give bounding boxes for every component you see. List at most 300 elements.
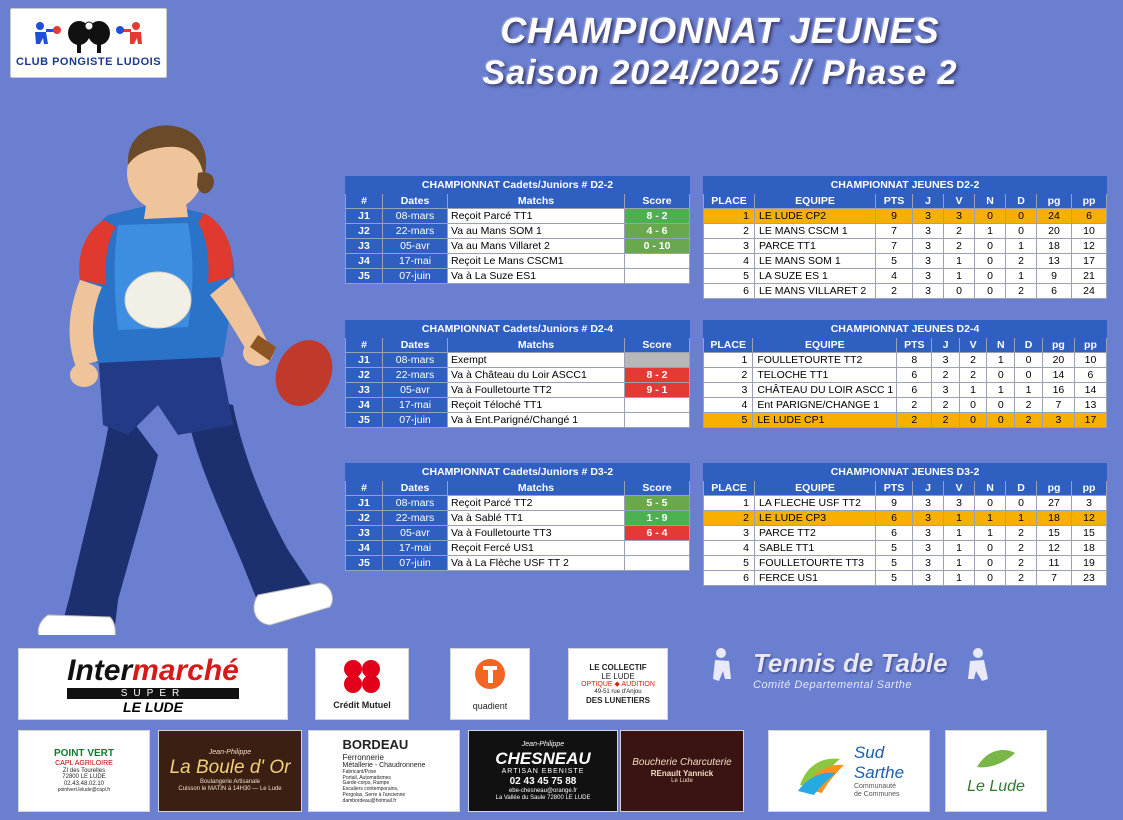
boule-dor-l3: Boulangerie Artisanale [199, 779, 261, 786]
column-header: # [346, 338, 383, 353]
column-header: V [944, 194, 975, 209]
table-row [346, 541, 690, 556]
table-row [346, 239, 690, 254]
table-row [704, 541, 1107, 556]
boucherie-l3: Le Lude [671, 777, 693, 784]
column-header: pp [1072, 194, 1107, 209]
column-header: Dates [383, 338, 448, 353]
column-header: D [1015, 338, 1043, 353]
cell-n: 1 [975, 224, 1006, 239]
cell-j: 3 [913, 571, 944, 586]
sponsor-credit-mutuel [315, 648, 409, 720]
column-header: Matchs [448, 481, 625, 496]
cell-v: 1 [944, 526, 975, 541]
cell-pts: 7 [876, 239, 913, 254]
le-lude-l1: Le Lude [967, 778, 1025, 796]
table-caption-row [346, 321, 690, 338]
cell-v: 1 [944, 269, 975, 284]
cell-n: 1 [975, 526, 1006, 541]
cell-date: 08-mars [383, 496, 448, 511]
cell-d: 2 [1015, 398, 1043, 413]
cell-score: 4 - 6 [625, 224, 690, 239]
sponsor-quadient [450, 648, 530, 720]
table-row [346, 269, 690, 284]
cell-match: Reçoit Parcé TT2 [448, 496, 625, 511]
table-row [704, 254, 1107, 269]
cell-j: 3 [913, 209, 944, 224]
cell-journee: J5 [346, 413, 383, 428]
table-row [346, 511, 690, 526]
cell-d: 1 [1015, 383, 1043, 398]
cell-score [625, 254, 690, 269]
column-header: Score [625, 481, 690, 496]
cell-pg: 13 [1037, 254, 1072, 269]
cell-pg: 11 [1037, 556, 1072, 571]
cell-v: 1 [944, 556, 975, 571]
cell-date: 07-juin [383, 269, 448, 284]
cell-j: 3 [913, 239, 944, 254]
cell-date: 08-mars [383, 353, 448, 368]
column-header: pp [1074, 338, 1106, 353]
sponsor-comite-sarthe [705, 645, 1035, 723]
table-row [346, 526, 690, 541]
cell-journee: J1 [346, 209, 383, 224]
table-row [704, 511, 1107, 526]
table-row [704, 496, 1107, 511]
cell-pp: 3 [1072, 496, 1107, 511]
sud-sarthe-l3: Communauté [853, 782, 896, 790]
cell-score: 8 - 2 [625, 368, 690, 383]
cell-n: 0 [975, 269, 1006, 284]
table-row [346, 383, 690, 398]
table-row [704, 353, 1107, 368]
paddles-icon [66, 20, 112, 54]
cell-team: TELOCHE TT1 [753, 368, 897, 383]
title-line-1: CHAMPIONNAT JEUNES [500, 10, 940, 51]
sponsor-lunetiers-l3: OPTIQUE ◆ AUDITION [581, 681, 655, 689]
cell-place: 2 [704, 368, 753, 383]
cell-journee: J4 [346, 254, 383, 269]
column-header: Matchs [448, 338, 625, 353]
cell-pg: 6 [1037, 284, 1072, 299]
column-header: EQUIPE [755, 194, 876, 209]
cell-d: 2 [1006, 571, 1037, 586]
cell-team: Ent PARIGNE/CHANGE 1 [753, 398, 897, 413]
sponsor-intermarche [18, 648, 288, 720]
table-caption: CHAMPIONNAT Cadets/Juniors # D3-2 [346, 464, 690, 481]
cell-date: 17-mai [383, 398, 448, 413]
sponsor-lunetiers [568, 648, 668, 720]
cell-n: 0 [975, 284, 1006, 299]
cell-pts: 5 [876, 571, 913, 586]
cell-n: 0 [975, 541, 1006, 556]
column-header: J [913, 481, 944, 496]
cell-team: LA SUZE ES 1 [755, 269, 876, 284]
column-header: V [959, 338, 987, 353]
table-row [704, 269, 1107, 284]
le-lude-leaf-icon [973, 745, 1019, 773]
sponsor-lunetiers-l4: DES LUNETIERS [585, 696, 650, 706]
comite-title: Tennis de Table [753, 647, 948, 678]
sponsor-lunetiers-l2: LE LUDE [601, 671, 635, 681]
cell-journee: J4 [346, 541, 383, 556]
cell-journee: J2 [346, 511, 383, 526]
cell-date: 07-juin [383, 556, 448, 571]
cell-team: FOULLETOURTE TT3 [755, 556, 876, 571]
chesneau-l6: La Vallée du Saule 72800 LE LUDE [495, 794, 591, 801]
table-row [704, 239, 1107, 254]
cell-j: 3 [913, 496, 944, 511]
cell-pts: 4 [876, 269, 913, 284]
cell-place: 2 [704, 511, 755, 526]
sponsor-quadient-name: quadient [472, 701, 508, 712]
column-header: pg [1042, 338, 1074, 353]
cell-place: 1 [704, 496, 755, 511]
cell-n: 1 [975, 511, 1006, 526]
cell-n: 0 [987, 398, 1015, 413]
point-vert-l4: 72800 LE LUDE [62, 774, 106, 781]
cell-pp: 13 [1074, 398, 1106, 413]
cell-date: 22-mars [383, 511, 448, 526]
cell-pts: 2 [876, 284, 913, 299]
cell-pp: 19 [1072, 556, 1107, 571]
table-caption-row [704, 321, 1107, 338]
cell-score: 6 - 4 [625, 526, 690, 541]
cell-place: 2 [704, 224, 755, 239]
column-header: PLACE [704, 194, 755, 209]
cell-j: 3 [932, 383, 959, 398]
cell-pts: 6 [897, 368, 932, 383]
column-header: PLACE [704, 338, 753, 353]
cell-place: 5 [704, 413, 753, 428]
table-row [346, 556, 690, 571]
cell-match: Va à La Suze ES1 [448, 269, 625, 284]
cell-match: Va à La Flèche USF TT 2 [448, 556, 625, 571]
cell-match: Reçoit Le Mans CSCM1 [448, 254, 625, 269]
cell-place: 4 [704, 541, 755, 556]
cell-match: Exempt [448, 353, 625, 368]
sponsor-lunetiers-l1: LE COLLECTIF [589, 662, 647, 672]
standings-table-3 [703, 463, 1107, 586]
cell-journee: J2 [346, 224, 383, 239]
cell-pts: 6 [876, 511, 913, 526]
sponsor-lunetiers-l5: 49-51 rue d'Anjou [594, 689, 642, 696]
cell-score: 8 - 2 [625, 209, 690, 224]
column-header: D [1006, 481, 1037, 496]
cell-place: 1 [704, 209, 755, 224]
cell-j: 3 [913, 541, 944, 556]
cell-j: 3 [913, 269, 944, 284]
result-table-1 [345, 176, 690, 284]
cell-date: 07-juin [383, 413, 448, 428]
point-vert-l3: ZI des Tourelles [62, 767, 106, 774]
column-header: # [346, 481, 383, 496]
table-row [704, 413, 1107, 428]
result-table-2 [345, 320, 690, 428]
boucherie-l2: REnault Yannick [650, 768, 714, 778]
boucherie-l1: Boucherie Charcuterie [632, 757, 732, 769]
cell-d: 0 [1015, 368, 1043, 383]
table-caption-row [704, 464, 1107, 481]
cell-j: 3 [913, 254, 944, 269]
cell-pp: 10 [1074, 353, 1106, 368]
cell-pg: 7 [1042, 398, 1074, 413]
column-header: PTS [876, 481, 913, 496]
cell-pp: 12 [1072, 239, 1107, 254]
cell-pts: 5 [876, 541, 913, 556]
column-header: PTS [897, 338, 932, 353]
cell-n: 0 [975, 496, 1006, 511]
cell-team: LE MANS SOM 1 [755, 254, 876, 269]
cell-match: Va à Foulletourte TT3 [448, 526, 625, 541]
cell-score: 0 - 10 [625, 239, 690, 254]
cell-pp: 23 [1072, 571, 1107, 586]
cell-place: 3 [704, 383, 753, 398]
table-row [704, 224, 1107, 239]
table-row [346, 254, 690, 269]
cell-j: 3 [913, 511, 944, 526]
cell-d: 2 [1006, 541, 1037, 556]
boule-dor-l4: Cuisson le MATIN à 14H30 — Le Lude [178, 785, 282, 792]
cell-d: 2 [1006, 284, 1037, 299]
cell-pts: 9 [876, 209, 913, 224]
chesneau-l2: CHESNEAU [495, 748, 591, 768]
cell-pg: 18 [1037, 239, 1072, 254]
cell-team: SABLE TT1 [755, 541, 876, 556]
sud-sarthe-l4: de Communes [853, 790, 900, 798]
cell-v: 2 [959, 368, 987, 383]
table-row [346, 398, 690, 413]
column-header: pp [1072, 481, 1107, 496]
bordeau-l7: Escaliers contemporains, [342, 786, 399, 793]
cell-d: 2 [1006, 526, 1037, 541]
table-caption: CHAMPIONNAT JEUNES D2-2 [704, 177, 1107, 194]
cell-pp: 17 [1074, 413, 1106, 428]
cell-pp: 14 [1074, 383, 1106, 398]
cell-pg: 7 [1037, 571, 1072, 586]
cell-place: 5 [704, 269, 755, 284]
cell-v: 1 [944, 511, 975, 526]
cell-journee: J1 [346, 353, 383, 368]
cell-journee: J4 [346, 398, 383, 413]
cell-journee: J3 [346, 526, 383, 541]
cell-pts: 5 [876, 556, 913, 571]
cell-pg: 27 [1037, 496, 1072, 511]
table-header-row [704, 194, 1107, 209]
cell-pts: 8 [897, 353, 932, 368]
cell-pg: 16 [1042, 383, 1074, 398]
column-header: N [987, 338, 1015, 353]
sponsor-intermarche-name: Intermarché [67, 653, 239, 687]
table-row [704, 383, 1107, 398]
club-logo-text: CLUB PONGISTE LUDOIS [15, 56, 162, 68]
cell-pp: 17 [1072, 254, 1107, 269]
cell-pp: 18 [1072, 541, 1107, 556]
cell-v: 0 [959, 413, 987, 428]
player-blue-icon [28, 20, 62, 54]
cell-match: Reçoit Parcé TT1 [448, 209, 625, 224]
bordeau-l6: Garde-corps, Rampe [342, 780, 390, 787]
cell-v: 1 [944, 541, 975, 556]
cell-pts: 2 [897, 398, 932, 413]
point-vert-l1: POINT VERT [53, 748, 114, 760]
cell-match: Va à Foulletourte TT2 [448, 383, 625, 398]
column-header: Dates [383, 481, 448, 496]
cell-d: 1 [1006, 511, 1037, 526]
point-vert-l6: pointvert.lelude@capl.fr [57, 787, 111, 794]
table-row [704, 571, 1107, 586]
cell-place: 4 [704, 254, 755, 269]
cell-pts: 6 [876, 526, 913, 541]
cell-d: 0 [1006, 209, 1037, 224]
cell-match: Reçoit Fercé US1 [448, 541, 625, 556]
cell-j: 2 [932, 413, 959, 428]
page-title [330, 10, 1110, 94]
cell-journee: J3 [346, 383, 383, 398]
player-silhouette-2-icon [956, 645, 996, 693]
cell-pg: 14 [1042, 368, 1074, 383]
cell-n: 0 [975, 556, 1006, 571]
cell-match: Va à Château du Loir ASCC1 [448, 368, 625, 383]
column-header: J [932, 338, 959, 353]
cell-match: Va au Mans Villaret 2 [448, 239, 625, 254]
cell-pts: 7 [876, 224, 913, 239]
cell-pp: 24 [1072, 284, 1107, 299]
cell-date: 05-avr [383, 383, 448, 398]
bordeau-l9: dambordeau@hotmail.fr [342, 797, 397, 804]
table-row [346, 496, 690, 511]
cell-date: 17-mai [383, 254, 448, 269]
table-row [346, 413, 690, 428]
cell-team: LE LUDE CP3 [755, 511, 876, 526]
point-vert-l5: 02.43.48.02.10 [63, 781, 105, 788]
club-logo-icons [28, 18, 150, 56]
cell-pg: 15 [1037, 526, 1072, 541]
cell-d: 0 [1006, 224, 1037, 239]
table-row [704, 209, 1107, 224]
cell-place: 5 [704, 556, 755, 571]
cell-n: 0 [987, 413, 1015, 428]
column-header: EQUIPE [755, 481, 876, 496]
cell-n: 1 [987, 353, 1015, 368]
cell-score: 1 - 9 [625, 511, 690, 526]
credit-mutuel-icon [337, 657, 387, 695]
cell-team: FOULLETOURTE TT2 [753, 353, 897, 368]
chesneau-l3: ARTISAN EBENISTE [501, 768, 585, 776]
cell-place: 6 [704, 571, 755, 586]
cell-j: 2 [932, 398, 959, 413]
table-header-row [704, 338, 1107, 353]
sponsor-intermarche-town: LE LUDE [123, 698, 183, 715]
quadient-icon [470, 656, 510, 696]
table-caption-row [346, 177, 690, 194]
column-header: N [975, 194, 1006, 209]
table-caption: CHAMPIONNAT Cadets/Juniors # D2-4 [346, 321, 690, 338]
result-table-3 [345, 463, 690, 571]
standings-table-1 [703, 176, 1107, 299]
table-caption: CHAMPIONNAT JEUNES D2-4 [704, 321, 1107, 338]
cell-journee: J5 [346, 269, 383, 284]
cell-n: 0 [975, 209, 1006, 224]
cell-pts: 9 [876, 496, 913, 511]
sud-sarthe-l1: Sud [853, 743, 885, 763]
column-header: pg [1037, 194, 1072, 209]
cell-match: Va à Ent.Parigné/Changé 1 [448, 413, 625, 428]
cell-pts: 5 [876, 254, 913, 269]
cell-pp: 15 [1072, 526, 1107, 541]
column-header: # [346, 194, 383, 209]
bordeau-l5: Portail, Automatismes [342, 774, 391, 781]
cell-team: FERCE US1 [755, 571, 876, 586]
sud-sarthe-icon [794, 745, 848, 797]
cell-journee: J3 [346, 239, 383, 254]
sponsor-intermarche-sub: SUPER [67, 688, 239, 699]
cell-score: 9 - 1 [625, 383, 690, 398]
cell-pp: 12 [1072, 511, 1107, 526]
cell-team: LE LUDE CP1 [753, 413, 897, 428]
cell-pg: 12 [1037, 541, 1072, 556]
cell-team: PARCE TT2 [755, 526, 876, 541]
player-illustration [18, 95, 348, 635]
cell-v: 2 [959, 353, 987, 368]
cell-team: LE LUDE CP2 [755, 209, 876, 224]
sponsor-le-lude [945, 730, 1047, 812]
point-vert-l2: CAPL AGRILOIRE [55, 759, 113, 767]
cell-date: 08-mars [383, 209, 448, 224]
cell-score [625, 353, 690, 368]
cell-v: 1 [959, 383, 987, 398]
cell-v: 2 [944, 239, 975, 254]
cell-score [625, 269, 690, 284]
cell-n: 0 [987, 368, 1015, 383]
column-header: N [975, 481, 1006, 496]
table-caption: CHAMPIONNAT JEUNES D3-2 [704, 464, 1107, 481]
table-row [346, 368, 690, 383]
cell-score [625, 413, 690, 428]
standings-table-2 [703, 320, 1107, 428]
cell-pg: 9 [1037, 269, 1072, 284]
cell-d: 2 [1015, 413, 1043, 428]
column-header: EQUIPE [753, 338, 897, 353]
cell-match: Va au Mans SOM 1 [448, 224, 625, 239]
cell-pg: 20 [1042, 353, 1074, 368]
cell-v: 2 [944, 224, 975, 239]
cell-score [625, 541, 690, 556]
cell-place: 3 [704, 239, 755, 254]
table-row [704, 368, 1107, 383]
cell-n: 1 [987, 383, 1015, 398]
cell-j: 3 [913, 284, 944, 299]
cell-pts: 6 [897, 383, 932, 398]
cell-d: 2 [1006, 254, 1037, 269]
column-header: pg [1037, 481, 1072, 496]
cell-date: 17-mai [383, 541, 448, 556]
chesneau-l1: Jean-Philippe [521, 740, 565, 748]
cell-v: 1 [944, 571, 975, 586]
cell-j: 3 [913, 526, 944, 541]
bordeau-l8: Pergolas, Serre à l'ancienne [342, 791, 406, 798]
cell-pg: 18 [1037, 511, 1072, 526]
cell-j: 3 [913, 556, 944, 571]
column-header: Matchs [448, 194, 625, 209]
cell-pp: 10 [1072, 224, 1107, 239]
column-header: Dates [383, 194, 448, 209]
cell-place: 6 [704, 284, 755, 299]
cell-score [625, 556, 690, 571]
cell-pg: 24 [1037, 209, 1072, 224]
table-header-row [704, 481, 1107, 496]
cell-team: PARCE TT1 [755, 239, 876, 254]
